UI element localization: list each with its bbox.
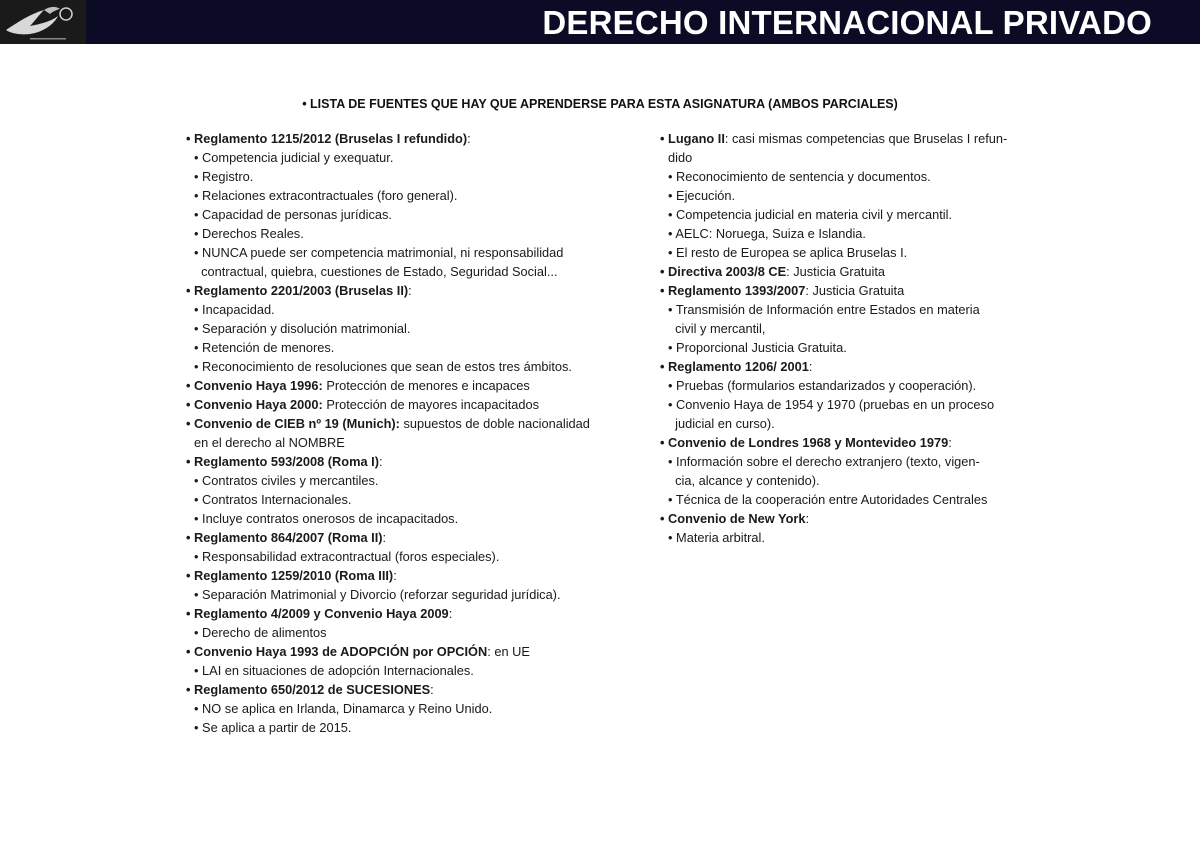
sub-item: • Competencia judicial en materia civil y mercantil. [668, 207, 952, 222]
source-entry: • Reglamento 593/2008 (Roma I): [186, 454, 383, 469]
sub-item: • Relaciones extracontractuales (foro general). [194, 188, 458, 203]
entry-title: Reglamento 2201/2003 (Bruselas II) [194, 283, 409, 298]
sub-item: • Técnica de la cooperación entre Autoridades Centrales [668, 492, 988, 507]
entry-text: : [467, 131, 471, 146]
entry-text: : [408, 283, 412, 298]
sub-item: • Registro. [194, 169, 254, 184]
sub-item: • Incluye contratos onerosos de incapacitados. [194, 511, 459, 526]
source-entry: • Reglamento 864/2007 (Roma II): [186, 530, 387, 545]
entry-text: : [378, 454, 383, 469]
source-entry: • Convenio de CIEB nº 19 (Munich): supuestos de doble nacionalidad [186, 416, 590, 431]
source-entry: • Reglamento 4/2009 y Convenio Haya 2009: [186, 606, 453, 621]
entry-title: Lugano II [668, 131, 725, 146]
entry-title: Reglamento 593/2008 (Roma I) [194, 454, 379, 469]
page-title: DERECHO INTERNACIONAL PRIVADO [542, 4, 1152, 41]
entry-text: : casi mismas competencias que Bruselas I refun- [724, 131, 1008, 146]
sub-item: • Retención de menores. [194, 340, 335, 355]
sub-item: • Contratos Internacionales. [194, 492, 352, 507]
sub-item: • Proporcional Justicia Gratuita. [668, 340, 847, 355]
entry-title: Reglamento 1206/ 2001 [668, 359, 809, 374]
left-column [186, 129, 646, 737]
entry-title: Reglamento 1215/2012 (Bruselas I refundido) [194, 131, 468, 146]
entry-text: : [382, 530, 387, 545]
source-entry: • Reglamento 1206/ 2001: [660, 359, 813, 374]
entry-text: Protección de menores e incapaces [322, 378, 530, 393]
source-entry: • Reglamento 1259/2010 (Roma III): [186, 568, 397, 583]
sub-item-continuation: cia, alcance y contenido). [675, 473, 820, 488]
sub-item: • NUNCA puede ser competencia matrimonial, ni responsabilidad [194, 245, 564, 260]
header-bar [0, 0, 1200, 44]
entry-title: Convenio Haya 2000: [194, 397, 323, 412]
source-entry: • Reglamento 2201/2003 (Bruselas II): [186, 283, 412, 298]
entry-text: : [948, 435, 952, 450]
sub-item: • Incapacidad. [194, 302, 275, 317]
entry-title: Reglamento 1259/2010 (Roma III) [194, 568, 394, 583]
sub-item: • Información sobre el derecho extranjero (texto, vigen- [668, 454, 980, 469]
entry-title: Convenio de Londres 1968 y Montevideo 1979 [668, 435, 949, 450]
entry-title: Directiva 2003/8 CE [668, 264, 787, 279]
sub-item: • Reconocimiento de sentencia y documentos. [668, 169, 931, 184]
right-column [660, 129, 1046, 547]
entry-text: : Justicia Gratuita [805, 283, 905, 298]
sub-item: • NO se aplica en Irlanda, Dinamarca y Reino Unido. [194, 701, 493, 716]
sub-item-continuation: judicial en curso). [675, 416, 775, 431]
sub-item-continuation: civil y mercantil, [675, 321, 766, 336]
entry-title: Reglamento 650/2012 de SUCESIONES [194, 682, 431, 697]
source-entry: • Convenio Haya 2000: Protección de mayores incapacitados [186, 397, 540, 412]
sub-item-continuation: contractual, quiebra, cuestiones de Estado, Seguridad Social... [201, 264, 558, 279]
entry-text: Protección de mayores incapacitados [322, 397, 540, 412]
entry-text: : [430, 682, 434, 697]
bird-logo-icon [0, 0, 86, 44]
sub-item: • El resto de Europea se aplica Bruselas I. [668, 245, 908, 260]
sub-item: • Separación y disolución matrimonial. [194, 321, 411, 336]
entry-title: Reglamento 864/2007 (Roma II) [194, 530, 383, 545]
sub-item: • Capacidad de personas jurídicas. [194, 207, 392, 222]
sub-item: • Contratos civiles y mercantiles. [194, 473, 379, 488]
sub-item: • Transmisión de Información entre Estados en materia [668, 302, 980, 317]
entry-title: Convenio de CIEB nº 19 (Munich): [194, 416, 400, 431]
sub-item: • Reconocimiento de resoluciones que sean de estos tres ámbitos. [194, 359, 572, 374]
source-entry: • Lugano II: casi mismas competencias que Bruselas I refun- [660, 131, 1008, 146]
entry-title: Reglamento 1393/2007 [668, 283, 806, 298]
sub-item: • LAI en situaciones de adopción Internacionales. [194, 663, 474, 678]
entry-text: : [393, 568, 397, 583]
sub-item: • Se aplica a partir de 2015. [194, 720, 352, 735]
sub-item: • Competencia judicial y exequatur. [194, 150, 394, 165]
source-entry: • Reglamento 650/2012 de SUCESIONES: [186, 682, 434, 697]
entry-text: : [808, 359, 813, 374]
sub-item: • Ejecución. [668, 188, 736, 203]
entry-text: : [448, 606, 453, 621]
source-entry: • Reglamento 1215/2012 (Bruselas I refundido): [186, 131, 471, 146]
sub-item: • Derechos Reales. [194, 226, 304, 241]
sub-item: • Responsabilidad extracontractual (foros especiales). [194, 549, 500, 564]
entry-continuation: en el derecho al NOMBRE [194, 435, 345, 450]
entry-title: Reglamento 4/2009 y Convenio Haya 2009 [194, 606, 449, 621]
sub-item: • Derecho de alimentos [194, 625, 327, 640]
source-entry: • Convenio Haya 1993 de ADOPCIÓN por OPCIÓN: en UE [186, 644, 530, 659]
entry-title: Convenio de New York [668, 511, 806, 526]
source-entry: • Convenio de Londres 1968 y Montevideo 1979: [660, 435, 952, 450]
entry-title: Convenio Haya 1993 de ADOPCIÓN por OPCIÓN [194, 644, 488, 659]
source-entry: • Directiva 2003/8 CE: Justicia Gratuita [660, 264, 885, 279]
entry-text: : [805, 511, 810, 526]
entry-continuation: dido [668, 150, 693, 165]
sub-item: • Materia arbitral. [668, 530, 765, 545]
sub-item: • Separación Matrimonial y Divorcio (reforzar seguridad jurídica). [194, 587, 561, 602]
source-entry: • Reglamento 1393/2007: Justicia Gratuita [660, 283, 905, 298]
entry-text: : en UE [487, 644, 530, 659]
list-heading: • LISTA DE FUENTES QUE HAY QUE APRENDERSE PARA ESTA ASIGNATURA (AMBOS PARCIALES) [302, 97, 898, 111]
sub-item: • AELC: Noruega, Suiza e Islandia. [668, 226, 866, 241]
sub-item: • Convenio Haya de 1954 y 1970 (pruebas en un proceso [668, 397, 995, 412]
entry-title: Convenio Haya 1996: [194, 378, 323, 393]
source-entry: • Convenio de New York: [660, 511, 810, 526]
entry-text: : Justicia Gratuita [786, 264, 885, 279]
sub-item: • Pruebas (formularios estandarizados y cooperación). [668, 378, 977, 393]
entry-text: supuestos de doble nacionalidad [399, 416, 590, 431]
source-entry: • Convenio Haya 1996: Protección de menores e incapaces [186, 378, 530, 393]
